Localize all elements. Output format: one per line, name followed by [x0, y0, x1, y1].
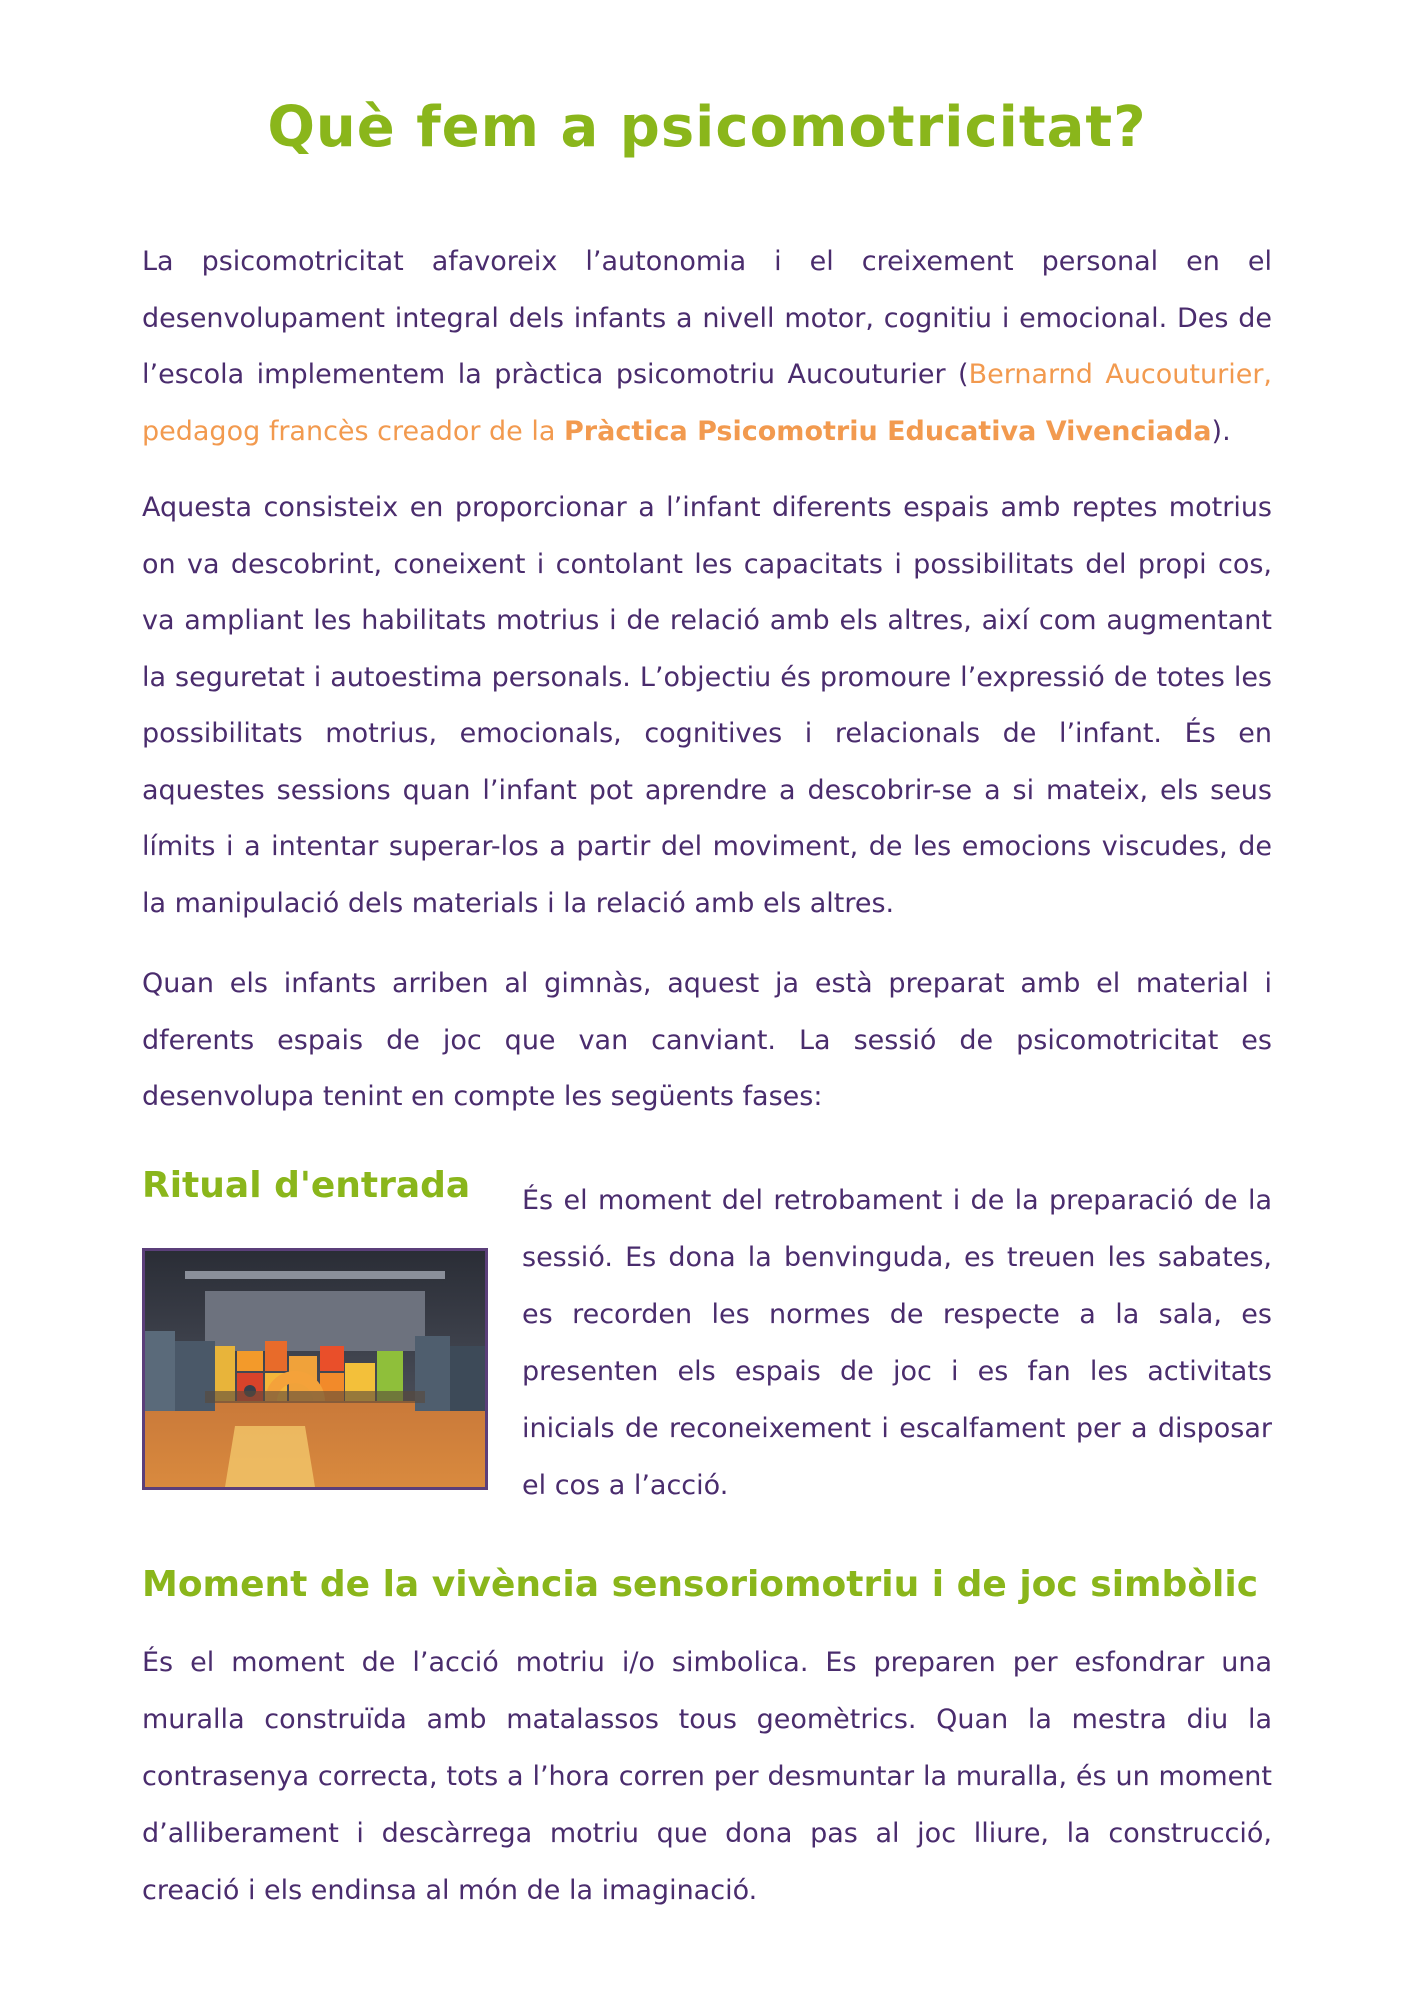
- intro-text: La psicomotricitat afavoreix l’autonomia i el creixement personal en el desenvolupament integral dels infants a nivell motor, cognitiu i emocional. Des de l’escola implementem la pràctica psicomotriu Aucouturier (: [142, 246, 1272, 390]
- gym-photo: [142, 1248, 488, 1490]
- intro-text-end: ).: [1211, 415, 1231, 447]
- intro-paragraph: [142, 234, 1272, 460]
- page-title: Què fem a psicomotricitat?: [267, 95, 1147, 160]
- intro-orange-text: Bernarnd Aucouturier, pedagog francès creador de la: [142, 359, 1273, 447]
- paragraph-3: Quan els infants arriben al gimnàs, aquest ja està preparat amb el material i dferents espais de joc que van canviant. La sessió de psicomotricitat es desenvolupa tenint en compte les següents fases:: [142, 968, 1272, 1112]
- section-vivencia-text: És el moment de l’acció motriu i/o simbolica. Es preparen per esfondrar una muralla construïda amb matalassos tous geomètrics. Quan la mestra diu la contrasenya correcta, tots a l’hora corren per desmuntar la muralla, és un moment d’alliberament i descàrrega motriu que dona pas al joc lliure, la construcció, creació i els endinsa al món de la imaginació.: [142, 1647, 1272, 1906]
- gym-photo-illustration: [145, 1251, 485, 1487]
- section-ritual-text: És el moment del retrobament i de la preparació de la sessió. Es dona la benvinguda, es treuen les sabates, es recorden les normes de respecte a la sala, es presenten els espais de joc i es fan les activitats inicials de reconeixement i escalfament per a disposar el cos a l’acció.: [522, 1185, 1272, 1501]
- section-heading-vivencia: Moment de la vivència sensoriomotriu i de joc simbòlic: [142, 1564, 1259, 1605]
- paragraph-2: Aquesta consisteix en proporcionar a l’infant diferents espais amb reptes motrius on va descobrint, coneixent i contolant les capacitats i possibilitats del propi cos, va ampliant les habilitats motrius i de relació amb els altres, així com augmentant la seguretat i autoestima personals. L’objectiu és promoure l’expressió de totes les possibilitats motrius, emocionals, cognitives i relacionals de l’infant. És en aquestes sessions quan l’infant pot aprendre a descobrir-se a si mateix, els seus límits i a intentar superar-los a partir del moviment, de les emocions viscudes, de la manipulació dels materials i la relació amb els altres.: [142, 492, 1272, 919]
- intro-orange-bold-text: Pràctica Psicomotriu Educativa Vivenciada: [564, 415, 1212, 447]
- section-heading-ritual: Ritual d'entrada: [142, 1165, 471, 1206]
